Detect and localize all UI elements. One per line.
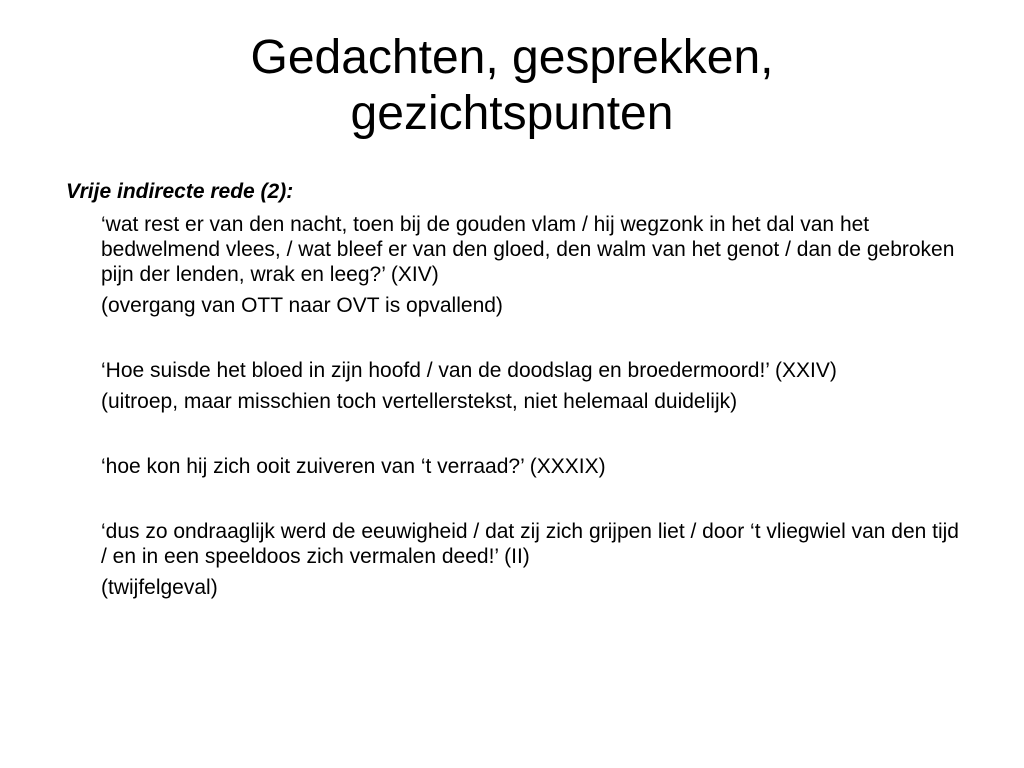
quote-note: (uitroep, maar misschien toch vertellerstekst, niet helemaal duidelijk) <box>101 390 738 413</box>
quote-text: ‘hoe kon hij zich ooit zuiveren van ‘t verraad?’ (XXXIX) <box>101 455 606 478</box>
slide-body <box>66 179 966 600</box>
quote-note: (twijfelgeval) <box>101 576 218 599</box>
quote-entry-xxxix <box>101 454 966 479</box>
quote-text: ‘wat rest er van den nacht, toen bij de gouden vlam / hij wegzonk in het dal van het bedwelmend vlees, / wat bleef er van den gloed, den walm van het genot / dan de gebroken pijn der lenden, wrak en leeg?’ (XIV) <box>101 213 955 286</box>
spacer <box>66 479 966 511</box>
section-heading: Vrije indirecte rede (2): <box>66 180 294 203</box>
quote-entry-xxiv <box>101 358 966 414</box>
slide-title-line-2: gezichtspunten <box>350 87 674 140</box>
quote-text: ‘Hoe suisde het bloed in zijn hoofd / van de doodslag en broedermoord!’ (XXIV) <box>101 359 837 382</box>
quote-text: ‘dus zo ondraaglijk werd de eeuwigheid / dat zij zich grijpen liet / door ‘t vliegwiel van den tijd / en in een speeldoos zich vermalen deed!’ (II) <box>101 520 959 568</box>
slide-title-line-1: Gedachten, gesprekken, <box>250 31 774 84</box>
slide-title <box>0 30 1024 142</box>
spacer <box>66 318 966 350</box>
quote-entry-xiv <box>101 212 966 318</box>
quote-note: (overgang van OTT naar OVT is opvallend) <box>101 294 503 317</box>
spacer <box>66 414 966 446</box>
quote-entry-ii <box>101 519 966 600</box>
